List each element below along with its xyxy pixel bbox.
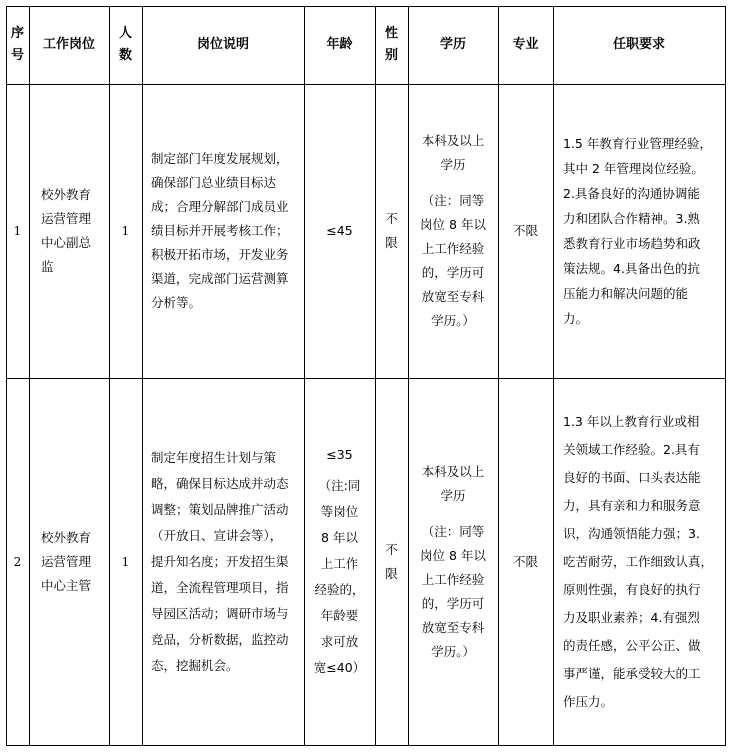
row1-education: [408, 84, 498, 378]
table-border-bottom: [6, 745, 726, 746]
row2-description: 制定年度招生计划与策 略，确保目标达成并动态 调整；策划品牌推广活动 （开放日、宣讲会等）， 提升知名度；开发招生渠 道，全流程管理项目，指 导园区活动；调研市场与 竞品，分析数据，监控动 态，挖掘机会。: [151, 449, 289, 673]
row1-count: 1: [121, 224, 130, 238]
row1-education-main: 本科及以上 学历: [421, 133, 485, 172]
header-gender: 性 别: [384, 26, 398, 63]
header-position: 工作岗位: [42, 37, 95, 52]
row1-education-note: （注：同等 岗位 8 年以 上工作经验 的，学历可 放宽至专科 学历。）: [420, 193, 486, 328]
row2-education-main: 本科及以上 学历: [421, 463, 485, 503]
header-requirements: 任职要求: [612, 37, 665, 52]
row2-age-main: ≤35: [326, 446, 353, 462]
header-count: 人 数: [118, 26, 132, 63]
row2-position: 校外教育 运营管理 中心主管: [41, 529, 92, 593]
row2-age-note: （注:同 等岗位 8 年以 上工作 经验的， 年龄要 求可放 宽≤40）: [313, 477, 366, 675]
header-education: 学历: [439, 37, 466, 52]
row1-requirements: 1.5 年教育行业管理经验， 其中 2 年管理岗位经验。 2.具备良好的沟通协调能 力和团队合作精神。3.熟 悉教育行业市场趋势和政 策法规。4.具备出色的抗 压能力和解决问题的能 力。: [563, 136, 712, 326]
header-no: 序 号: [10, 26, 24, 63]
row2-gender: 不 限: [385, 541, 398, 581]
row1-age: ≤45: [326, 223, 353, 238]
row2-requirements: 1.3 年以上教育行业或相 关领域工作经验。2.具有 良好的书面、口头表达能 力，具有亲和力和服务意 识，沟通领悟能力强；3. 吃苦耐劳，工作细致认真， 原则性强，有良好的执行 力及职业素养；4.有强烈 的责任感，公平公正、做 事严谨，能承受较大的工 作压力。: [563, 413, 714, 709]
row1-major: 不限: [512, 223, 538, 238]
row1-description: 制定部门年度发展规划， 确保部门总业绩目标达 成；合理分解部门成员业 绩目标并开展考核工作； 积极开拓市场，开发业务 渠道，完成部门运营测算 分析等。: [151, 151, 289, 310]
row1-position: 校外教育 运营管理 中心副总 监: [41, 187, 92, 274]
header-age: 年龄: [326, 37, 353, 52]
row2-count: 1: [121, 554, 130, 569]
row1-no: 1: [13, 224, 22, 238]
job-table: [6, 6, 726, 746]
row2-education: [408, 378, 498, 745]
row1-gender: 不 限: [385, 211, 398, 250]
header-description: 岗位说明: [196, 37, 249, 52]
row2-age: [304, 378, 375, 745]
row2-no: 2: [13, 554, 22, 569]
col-border-9: [725, 6, 726, 746]
row2-education-note: （注：同等 岗位 8 年以 上工作经验 的，学历可 放宽至专科 学历。）: [420, 523, 486, 659]
row2-major: 不限: [512, 553, 538, 569]
header-major: 专业: [512, 37, 539, 52]
